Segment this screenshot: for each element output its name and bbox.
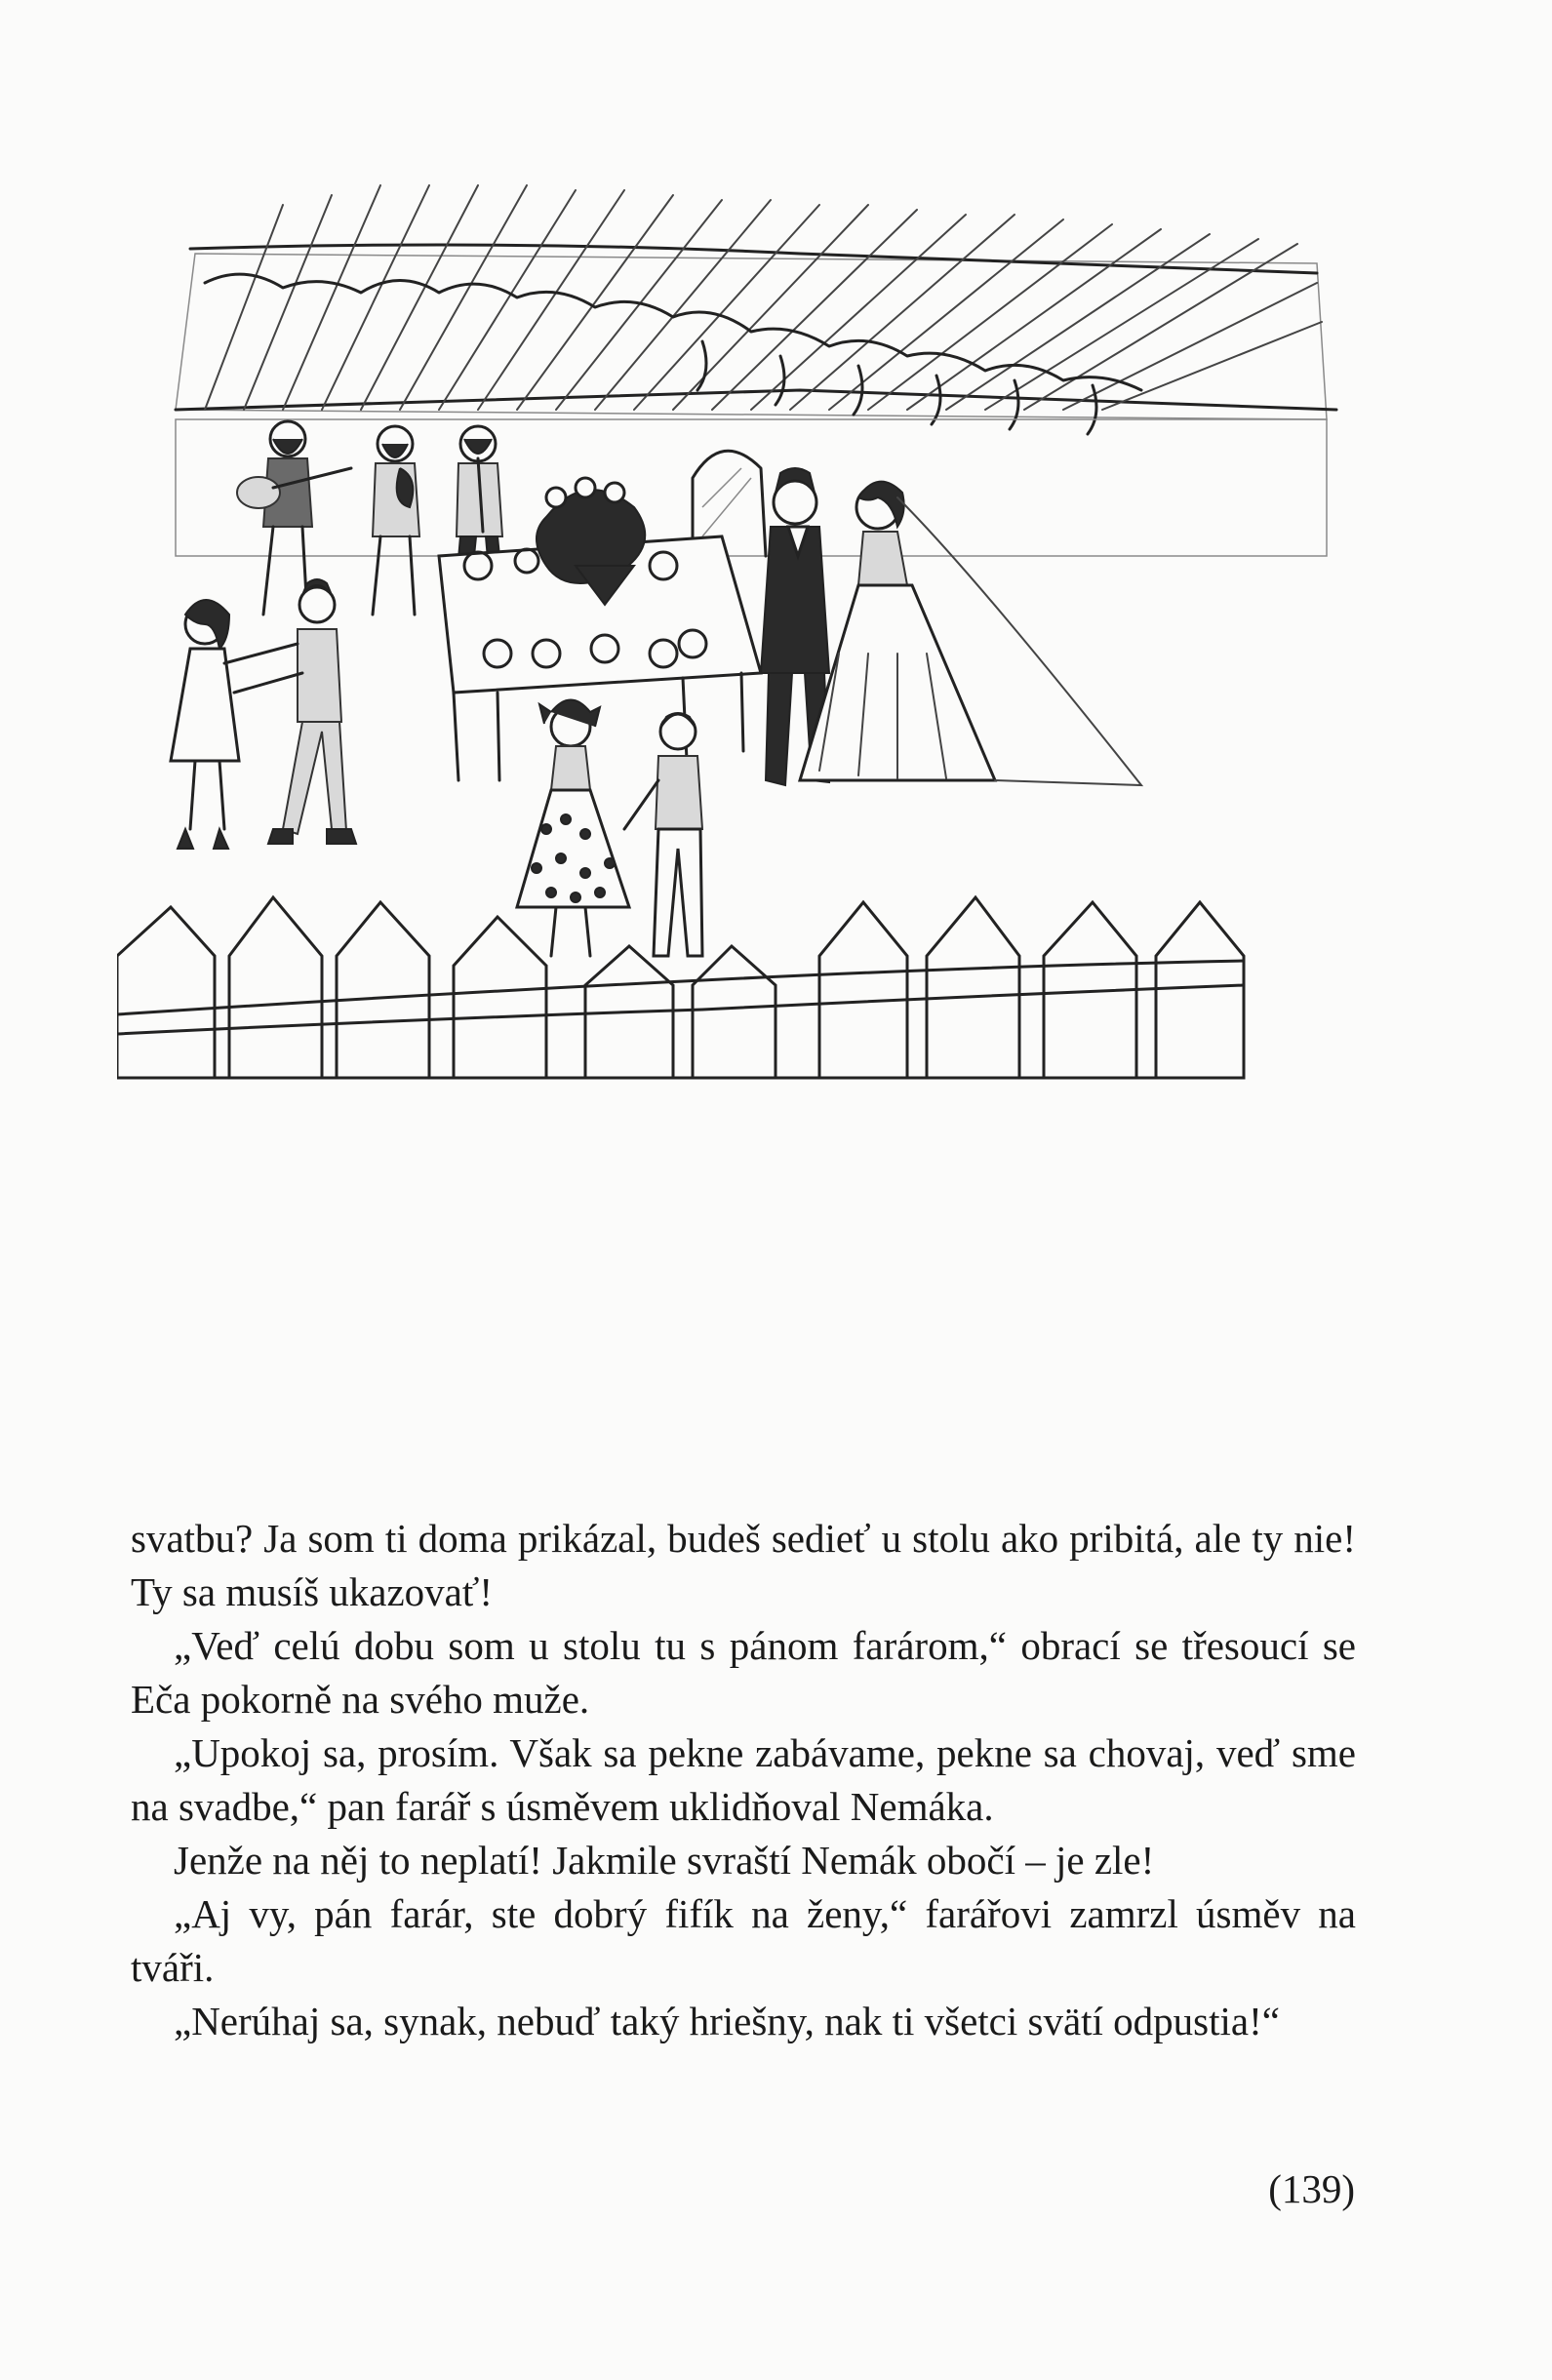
body-text <box>131 1512 1356 2048</box>
paragraph: „Upokoj sa, prosím. Však sa pekne zabávame, pekne sa chovaj, veď sme na svadbe,“ pan farář s úsměvem uklidňoval Nemáka. <box>131 1730 1356 1829</box>
wedding-illustration <box>117 146 1356 1385</box>
house-wall <box>176 419 1327 556</box>
dancing-couple <box>171 579 356 849</box>
paragraph: svatbu? Ja som ti doma prikázal, budeš sedieť u stolu ako pribitá, ale ty nie! Ty sa musíš ukazovať! <box>131 1516 1356 1614</box>
bride <box>800 482 1141 785</box>
paragraph: Jenže na něj to neplatí! Jakmile svraští Nemák obočí – je zle! <box>174 1838 1155 1883</box>
musician-guitar <box>237 421 351 615</box>
page-number: (139) <box>1268 2166 1355 2211</box>
musician-violin <box>373 426 419 615</box>
paragraph: „Veď celú dobu som u stolu tu s pánom farárom,“ obrací se třesoucí se Eča pokorně na svého muže. <box>131 1623 1356 1722</box>
roof-drawing <box>176 185 1336 434</box>
paragraph: „Nerúhaj sa, synak, nebuď taký hriešny, nak ti všetci svätí odpustia!“ <box>174 1999 1280 2043</box>
picket-fence <box>117 897 1244 1078</box>
children <box>517 700 702 957</box>
paragraph: „Aj vy, pán farár, ste dobrý fifík na ženy,“ farářovi zamrzl úsměv na tváři. <box>131 1891 1356 1990</box>
